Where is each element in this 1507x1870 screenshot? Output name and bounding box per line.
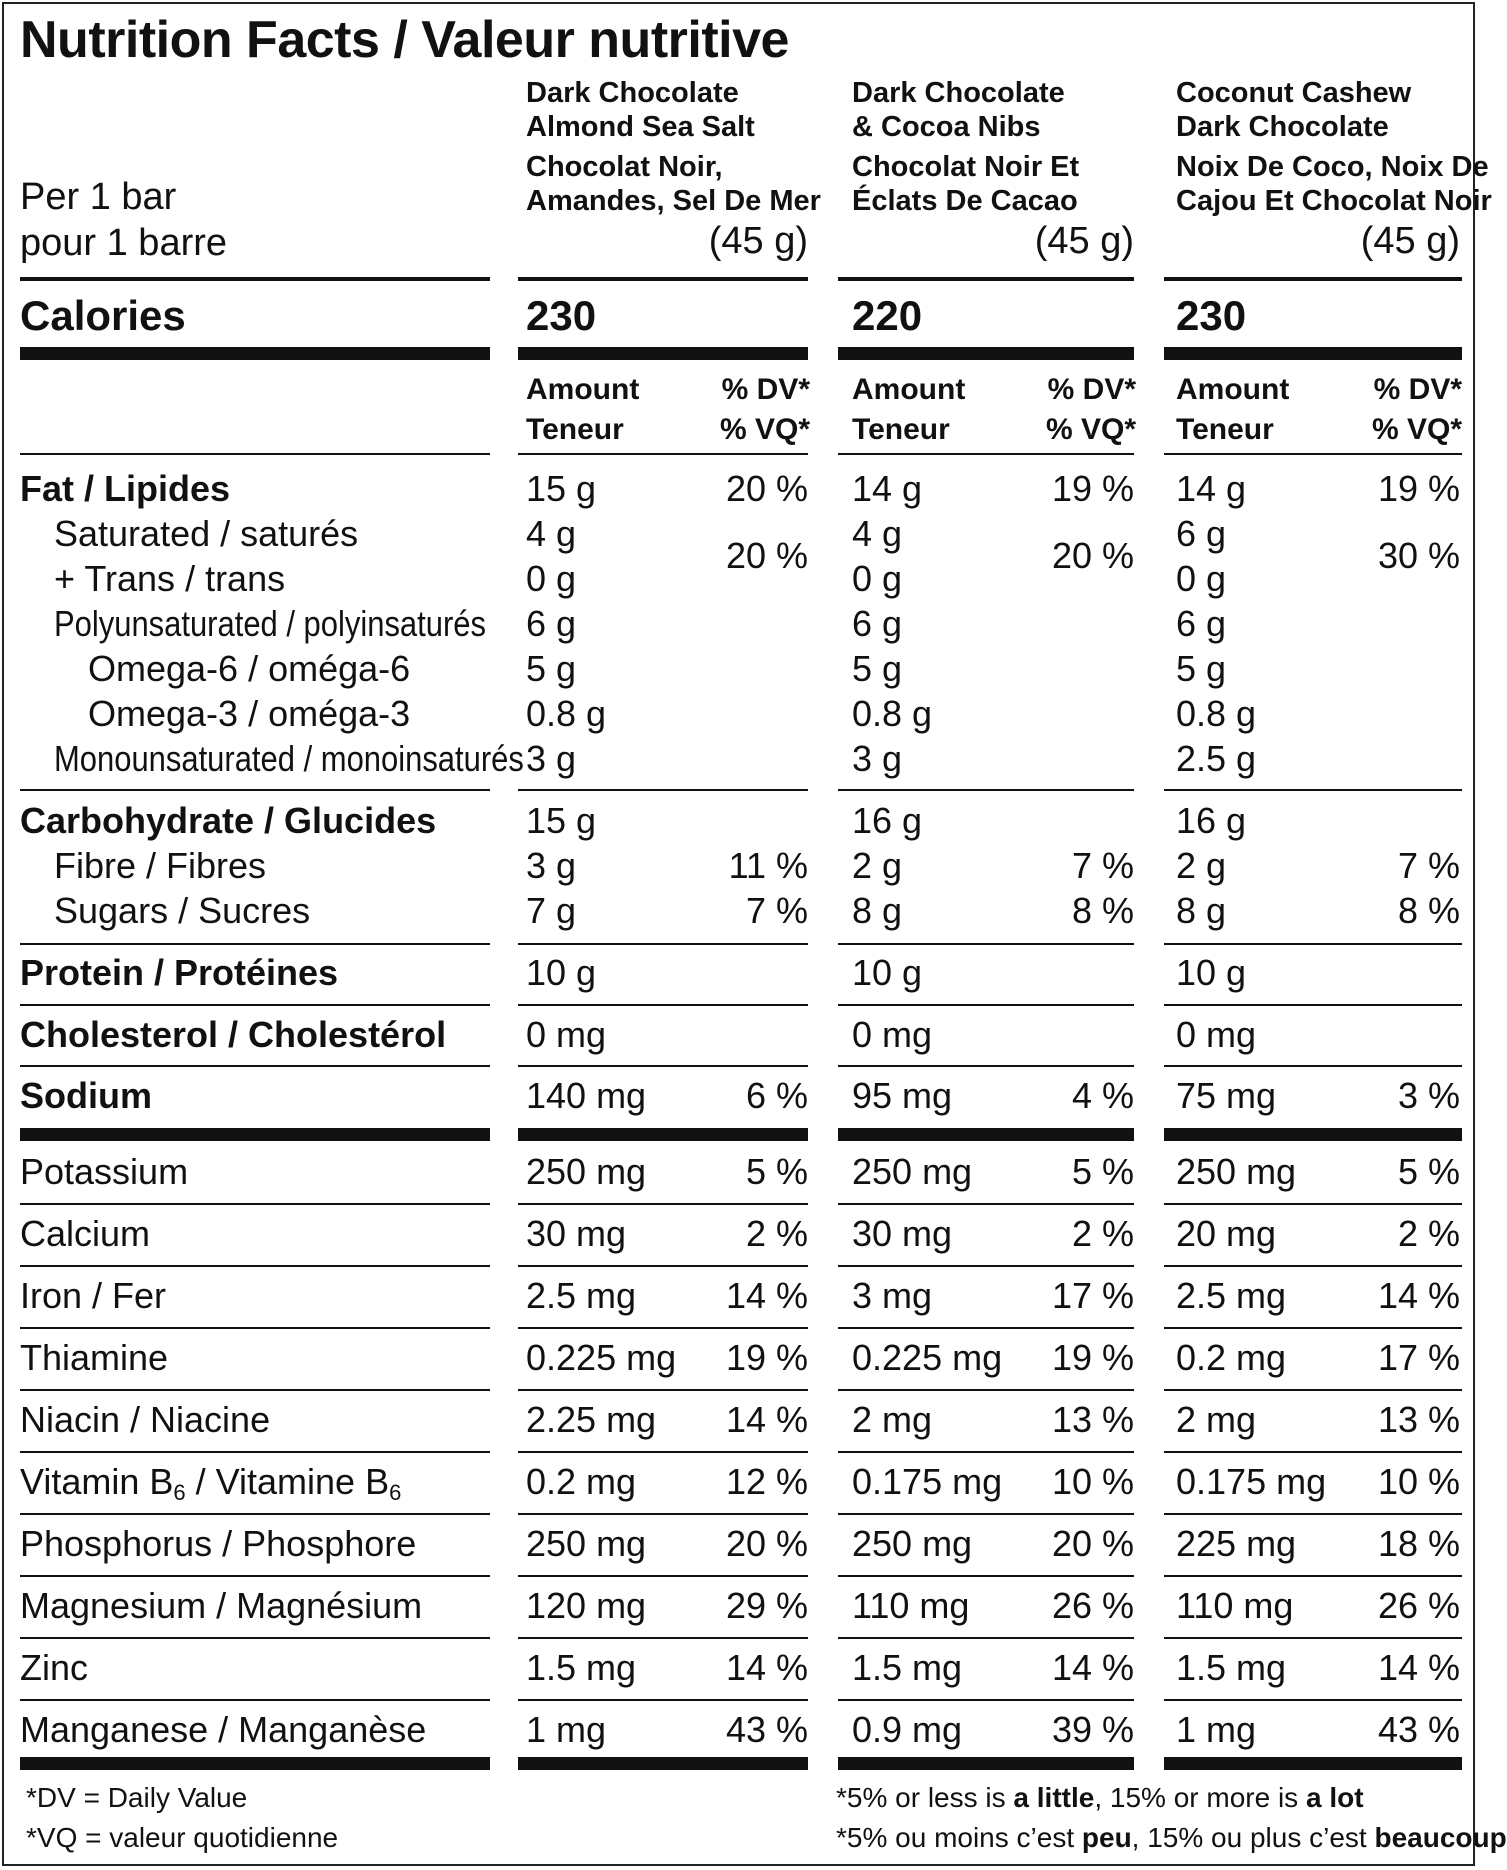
- nutrient-amount: 4 g: [526, 513, 577, 554]
- thin-rule: [1164, 1699, 1462, 1701]
- nutrient-label: Iron / Fer: [20, 1275, 167, 1316]
- nutrient-dv: 8 %: [1397, 890, 1460, 931]
- nutrient-dv: 14 %: [725, 1647, 808, 1688]
- thin-rule: [20, 1004, 490, 1006]
- nutrient-label: Carbohydrate / Glucides: [20, 800, 437, 841]
- thick-rule: [838, 1128, 1134, 1141]
- thin-rule: [518, 1065, 808, 1067]
- nutrient-label: Magnesium / Magnésium: [20, 1585, 423, 1626]
- nutrient-amount: 16 g: [852, 800, 923, 841]
- thin-rule: [518, 1389, 808, 1391]
- serving-size: (45 g): [1360, 220, 1460, 262]
- thin-rule: [1164, 1203, 1462, 1205]
- nutrient-amount: 225 mg: [1176, 1523, 1297, 1564]
- nutrient-dv: 2 %: [745, 1213, 808, 1254]
- thin-rule: [1164, 1575, 1462, 1577]
- thin-rule: [1164, 1065, 1462, 1067]
- thin-rule: [838, 1575, 1134, 1577]
- rule: [518, 277, 808, 281]
- thin-rule: [1164, 1513, 1462, 1515]
- thin-rule: [838, 1699, 1134, 1701]
- nutrient-amount: 2.5 mg: [526, 1275, 637, 1316]
- footnote-dv: *DV = Daily Value: [26, 1782, 248, 1813]
- nutrient-label: Omega-6 / oméga-6: [88, 648, 411, 689]
- thin-rule: [838, 1451, 1134, 1453]
- calories-value: 230: [1176, 292, 1247, 339]
- rule: [1164, 277, 1462, 281]
- nutrient-label: Phosphorus / Phosphore: [20, 1523, 417, 1564]
- nutrient-dv: 10 %: [1051, 1461, 1134, 1502]
- nutrient-amount: 0.9 mg: [852, 1709, 963, 1750]
- nutrient-amount: 15 g: [526, 800, 597, 841]
- thick-rule: [518, 347, 808, 360]
- nutrient-amount: 3 g: [852, 738, 903, 779]
- thick-rule: [838, 1757, 1134, 1770]
- nutrient-dv: 5 %: [745, 1151, 808, 1192]
- thin-rule: [838, 943, 1134, 945]
- nutrient-amount: 7 g: [526, 890, 577, 931]
- nutrient-amount: 2.5 mg: [1176, 1275, 1287, 1316]
- calories-value: 230: [526, 292, 597, 339]
- nutrient-amount: 2 g: [852, 845, 903, 886]
- nutrient-amount: 15 g: [526, 468, 597, 509]
- thin-rule: [518, 453, 808, 455]
- thin-rule: [518, 1004, 808, 1006]
- nutrient-label: Niacin / Niacine: [20, 1399, 271, 1440]
- nutrient-dv: 14 %: [1377, 1275, 1460, 1316]
- nutrient-amount: 0 g: [852, 558, 903, 599]
- nutrient-amount: 6 g: [1176, 603, 1227, 644]
- nutrient-label: Calcium: [20, 1213, 151, 1254]
- nutrient-amount: 3 g: [526, 738, 577, 779]
- nutrient-dv: 6 %: [745, 1075, 808, 1116]
- nutrient-dv: 19 %: [725, 1337, 808, 1378]
- thin-rule: [838, 1389, 1134, 1391]
- nutrient-dv: 19 %: [1051, 1337, 1134, 1378]
- nutrient-dv: 18 %: [1377, 1523, 1460, 1564]
- thin-rule: [838, 1637, 1134, 1639]
- nutrient-dv: 20 %: [725, 1523, 808, 1564]
- thin-rule: [518, 1575, 808, 1577]
- nutrient-dv: 14 %: [1377, 1647, 1460, 1688]
- nutrient-amount: 110 mg: [852, 1585, 970, 1626]
- nutrient-amount: 120 mg: [526, 1585, 647, 1626]
- nutrient-label: Potassium: [20, 1151, 189, 1192]
- nutrient-dv: 20 %: [725, 535, 808, 576]
- nutrient-dv: 20 %: [1051, 535, 1134, 576]
- thick-rule: [1164, 1128, 1462, 1141]
- nutrient-dv: 17 %: [1377, 1337, 1460, 1378]
- product-name-en: Dark Chocolate & Cocoa Nibs: [852, 77, 1065, 143]
- nutrient-dv: 4 %: [1071, 1075, 1134, 1116]
- thin-rule: [838, 1265, 1134, 1267]
- nutrient-amount: 2 g: [1176, 845, 1227, 886]
- thin-rule: [518, 1203, 808, 1205]
- nutrient-dv: 14 %: [1051, 1647, 1134, 1688]
- nutrient-label: Vitamin $B_6$ / Vitamine $B_6$: [20, 1461, 402, 1505]
- nutrient-amount: 95 mg: [852, 1075, 953, 1116]
- nutrient-amount: 16 g: [1176, 800, 1247, 841]
- nutrient-label: Zinc: [20, 1647, 89, 1688]
- nutrient-dv: 17 %: [1051, 1275, 1134, 1316]
- thin-rule: [838, 453, 1134, 455]
- nutrient-amount: 14 g: [1176, 468, 1247, 509]
- serving-size: (45 g): [708, 220, 808, 262]
- nutrient-amount: 0 mg: [526, 1014, 607, 1055]
- nutrient-dv: 12 %: [725, 1461, 808, 1502]
- product-name-fr: Chocolat Noir Et Éclats De Cacao: [852, 151, 1080, 217]
- nutrient-dv: 26 %: [1051, 1585, 1134, 1626]
- thin-rule: [20, 1513, 490, 1515]
- nutrient-label: Saturated / saturés: [54, 513, 359, 554]
- nutrient-dv: 7 %: [1071, 845, 1134, 886]
- nutrient-amount: 2.5 g: [1176, 738, 1257, 779]
- nutrient-amount: 250 mg: [526, 1151, 647, 1192]
- nutrient-dv: 20 %: [1051, 1523, 1134, 1564]
- nutrient-amount: 30 mg: [526, 1213, 627, 1254]
- thin-rule: [1164, 1389, 1462, 1391]
- thin-rule: [518, 1637, 808, 1639]
- nutrient-dv: 43 %: [1377, 1709, 1460, 1750]
- nutrient-dv: 2 %: [1397, 1213, 1460, 1254]
- thick-rule: [20, 1757, 490, 1770]
- nutrient-dv: 39 %: [1051, 1709, 1134, 1750]
- nutrient-amount: 0.225 mg: [526, 1337, 677, 1378]
- nutrient-dv: 43 %: [725, 1709, 808, 1750]
- thin-rule: [838, 789, 1134, 791]
- thin-rule: [1164, 453, 1462, 455]
- thin-rule: [518, 1451, 808, 1453]
- nutrient-amount: 14 g: [852, 468, 923, 509]
- nutrient-label: + Trans / trans: [54, 558, 286, 599]
- thin-rule: [518, 943, 808, 945]
- nutrient-amount: 5 g: [852, 648, 903, 689]
- thin-rule: [1164, 1004, 1462, 1006]
- thin-rule: [1164, 789, 1462, 791]
- nutrient-amount: 2 mg: [852, 1399, 933, 1440]
- thin-rule: [838, 1327, 1134, 1329]
- thin-rule: [1164, 943, 1462, 945]
- nutrient-amount: 0.175 mg: [1176, 1461, 1327, 1502]
- per-serving-en: Per 1 bar: [20, 176, 177, 218]
- dv-header: % DV* % VQ*: [1371, 373, 1462, 446]
- thin-rule: [20, 1065, 490, 1067]
- thin-rule: [518, 1327, 808, 1329]
- nutrient-amount: 0.2 mg: [526, 1461, 637, 1502]
- nutrient-amount: 8 g: [852, 890, 903, 931]
- calories-label: Calories: [20, 292, 186, 339]
- amount-header: Amount Teneur: [1176, 373, 1290, 446]
- nutrient-amount: 4 g: [852, 513, 903, 554]
- thin-rule: [518, 1265, 808, 1267]
- nutrient-dv: 8 %: [1071, 890, 1134, 931]
- nutrient-amount: 10 g: [1176, 952, 1247, 993]
- thick-rule: [838, 347, 1134, 360]
- label-title: Nutrition Facts / Valeur nutritive: [20, 11, 789, 69]
- nutrient-dv: 11 %: [728, 845, 808, 886]
- footnote-fr: *5% ou moins c’est peu, 15% ou plus c’est beaucoup: [836, 1822, 1507, 1853]
- nutrient-amount: 140 mg: [526, 1075, 647, 1116]
- nutrient-amount: 0.8 g: [526, 693, 607, 734]
- nutrient-label: Sodium: [20, 1075, 152, 1116]
- serving-size: (45 g): [1034, 220, 1134, 262]
- nutrient-amount: 8 g: [1176, 890, 1227, 931]
- thin-rule: [518, 789, 808, 791]
- nutrient-amount: 0 mg: [852, 1014, 933, 1055]
- nutrient-dv: 3 %: [1397, 1075, 1460, 1116]
- thin-rule: [1164, 1637, 1462, 1639]
- nutrient-dv: 26 %: [1377, 1585, 1460, 1626]
- nutrient-amount: 2 mg: [1176, 1399, 1257, 1440]
- dv-header: % DV* % VQ*: [1045, 373, 1136, 446]
- nutrient-label: Sugars / Sucres: [54, 890, 311, 931]
- thin-rule: [20, 789, 490, 791]
- thin-rule: [20, 1451, 490, 1453]
- product-name-en: Dark Chocolate Almond Sea Salt: [526, 77, 755, 143]
- nutrient-label: Fibre / Fibres: [54, 845, 267, 886]
- thick-rule: [20, 347, 490, 360]
- nutrient-amount: 10 g: [526, 952, 597, 993]
- nutrient-amount: 250 mg: [1176, 1151, 1297, 1192]
- nutrient-dv: 14 %: [725, 1275, 808, 1316]
- product-name-fr: Noix De Coco, Noix De Cajou Et Chocolat Noir: [1176, 151, 1492, 217]
- dv-header: % DV* % VQ*: [719, 373, 810, 446]
- product-name-fr: Chocolat Noir, Amandes, Sel De Mer: [526, 151, 821, 217]
- nutrient-label: Protein / Protéines: [20, 952, 339, 993]
- nutrient-dv: 29 %: [725, 1585, 808, 1626]
- thin-rule: [1164, 1265, 1462, 1267]
- thick-rule: [1164, 347, 1462, 360]
- nutrient-amount: 75 mg: [1176, 1075, 1277, 1116]
- nutrient-dv: 14 %: [725, 1399, 808, 1440]
- nutrient-label: Fat / Lipides: [20, 468, 231, 509]
- nutrient-amount: 1.5 mg: [1176, 1647, 1287, 1688]
- nutrient-dv: 2 %: [1071, 1213, 1134, 1254]
- nutrient-label: Cholesterol / Cholestérol: [20, 1014, 447, 1055]
- thin-rule: [20, 1699, 490, 1701]
- nutrient-amount: 3 g: [526, 845, 577, 886]
- nutrient-dv: 7 %: [745, 890, 808, 931]
- nutrient-dv: 13 %: [1051, 1399, 1134, 1440]
- thick-rule: [518, 1757, 808, 1770]
- nutrient-amount: 5 g: [1176, 648, 1227, 689]
- thin-rule: [838, 1203, 1134, 1205]
- nutrient-amount: 3 mg: [852, 1275, 933, 1316]
- thin-rule: [838, 1065, 1134, 1067]
- nutrient-amount: 10 g: [852, 952, 923, 993]
- footnote-vq: *VQ = valeur quotidienne: [26, 1822, 339, 1853]
- thick-rule: [20, 1128, 490, 1141]
- thin-rule: [20, 1637, 490, 1639]
- nutrient-dv: 10 %: [1377, 1461, 1460, 1502]
- thick-rule: [1164, 1757, 1462, 1770]
- nutrient-amount: 6 g: [1176, 513, 1227, 554]
- thin-rule: [20, 453, 490, 455]
- nutrient-amount: 1.5 mg: [526, 1647, 637, 1688]
- rule: [838, 277, 1134, 281]
- thin-rule: [20, 1575, 490, 1577]
- nutrient-amount: 0 g: [1176, 558, 1227, 599]
- nutrient-label: Manganese / Manganèse: [20, 1709, 427, 1750]
- thick-rule: [518, 1128, 808, 1141]
- thin-rule: [838, 1513, 1134, 1515]
- nutrient-amount: 0.8 g: [1176, 693, 1257, 734]
- rule: [20, 277, 490, 281]
- nutrient-amount: 0.225 mg: [852, 1337, 1003, 1378]
- nutrient-label: Thiamine: [20, 1337, 169, 1378]
- nutrient-dv: 7 %: [1397, 845, 1460, 886]
- nutrient-amount: 1.5 mg: [852, 1647, 963, 1688]
- thin-rule: [1164, 1451, 1462, 1453]
- nutrient-dv: 5 %: [1397, 1151, 1460, 1192]
- product-name-en: Coconut Cashew Dark Chocolate: [1176, 77, 1412, 143]
- nutrient-dv: 20 %: [725, 468, 808, 509]
- nutrient-label: Omega-3 / oméga-3: [88, 693, 411, 734]
- nutrient-dv: 13 %: [1377, 1399, 1460, 1440]
- thin-rule: [20, 1265, 490, 1267]
- nutrient-amount: 0.175 mg: [852, 1461, 1003, 1502]
- nutrient-amount: 6 g: [526, 603, 577, 644]
- nutrient-amount: 6 g: [852, 603, 903, 644]
- thin-rule: [518, 1699, 808, 1701]
- nutrient-dv: 19 %: [1051, 468, 1134, 509]
- nutrient-amount: 5 g: [526, 648, 577, 689]
- amount-header: Amount Teneur: [526, 373, 640, 446]
- nutrient-dv: 19 %: [1377, 468, 1460, 509]
- thin-rule: [20, 1389, 490, 1391]
- nutrient-amount: 1 mg: [1176, 1709, 1257, 1750]
- calories-value: 220: [852, 292, 923, 339]
- thin-rule: [1164, 1327, 1462, 1329]
- nutrient-dv: 30 %: [1377, 535, 1460, 576]
- nutrient-amount: 1 mg: [526, 1709, 607, 1750]
- nutrition-facts-label: [2, 2, 1507, 1866]
- nutrient-amount: 0.8 g: [852, 693, 933, 734]
- nutrient-amount: 30 mg: [852, 1213, 953, 1254]
- thin-rule: [518, 1513, 808, 1515]
- nutrient-amount: 250 mg: [526, 1523, 647, 1564]
- nutrient-label: Polyunsaturated / polyinsaturés: [54, 603, 486, 644]
- nutrient-amount: 250 mg: [852, 1523, 973, 1564]
- nutrient-amount: 0 g: [526, 558, 577, 599]
- nutrient-amount: 2.25 mg: [526, 1399, 657, 1440]
- nutrient-amount: 250 mg: [852, 1151, 973, 1192]
- thin-rule: [20, 943, 490, 945]
- nutrient-amount: 110 mg: [1176, 1585, 1294, 1626]
- per-serving-fr: pour 1 barre: [20, 222, 228, 264]
- nutrient-amount: 0 mg: [1176, 1014, 1257, 1055]
- footnote-en: *5% or less is a little, 15% or more is a lot: [836, 1782, 1364, 1813]
- thin-rule: [20, 1203, 490, 1205]
- thin-rule: [838, 1004, 1134, 1006]
- amount-header: Amount Teneur: [852, 373, 966, 446]
- nutrient-label: Monounsaturated / monoinsaturés: [54, 738, 524, 779]
- nutrient-dv: 5 %: [1071, 1151, 1134, 1192]
- nutrient-amount: 20 mg: [1176, 1213, 1277, 1254]
- thin-rule: [20, 1327, 490, 1329]
- nutrient-amount: 0.2 mg: [1176, 1337, 1287, 1378]
